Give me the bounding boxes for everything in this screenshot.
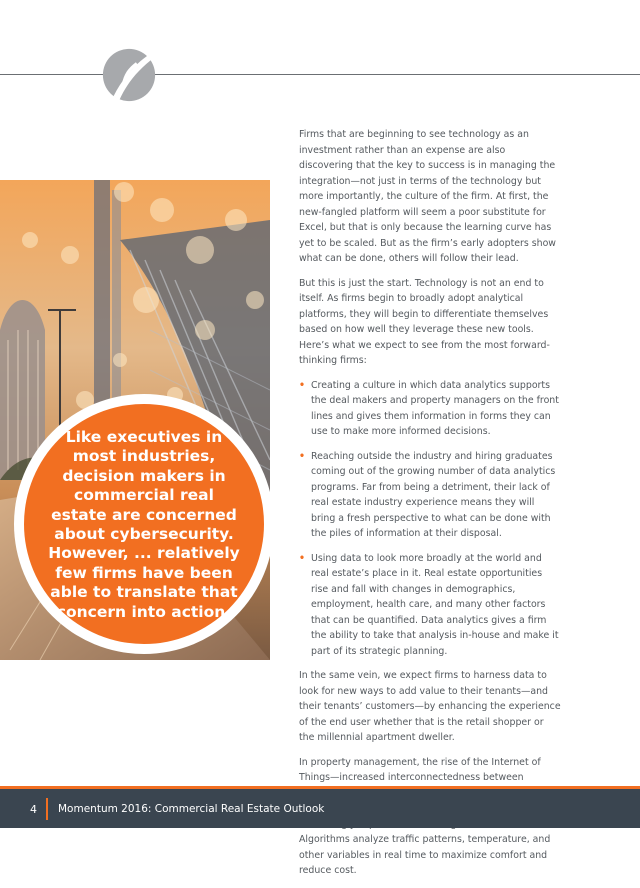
bullet-icon: • <box>299 450 305 462</box>
list-item <box>299 449 561 542</box>
page-footer <box>0 786 640 828</box>
paragraph: In property management, the rise of the Internet of Things—increased interconnectedness between Algorithms analyze traffic patterns, temperature, and other variables in real time to maximize comfort and reduce cost. <box>299 756 551 876</box>
expectations-list <box>299 378 561 660</box>
footer-divider <box>46 798 48 820</box>
bullet-icon: • <box>299 379 305 391</box>
publication-title: Momentum 2016: Commercial Real Estate Outlook <box>58 803 325 815</box>
paragraph: But this is just the start. Technology is not an end to itself. As firms begin to broadly adopt analytical platforms, they will begin to differentiate themselves based on how well they leverage these new tools. Here’s what we expect to see from the most forward-thinking firms: <box>299 277 550 366</box>
bullet-icon: • <box>299 552 305 564</box>
list-item-text: Creating a culture in which data analytics supports the deal makers and property managers on the front lines and gives them information in forms they can use to make more informed decisions. <box>311 379 559 437</box>
list-item-text: Reaching outside the industry and hiring graduates coming out of the growing number of data analytics programs. Far from being a detriment, their lack of real estate industry experience means they will bring a fresh perspective to what can be done with the piles of information at their disposal. <box>311 450 556 539</box>
page-number: 4 <box>30 803 37 816</box>
paragraph: In the same vein, we expect firms to harness data to look for new ways to add value to their tenants—and their tenants’ customers—by enhancing the experience of the end user whether that is the retail shopper or the millennial apartment dweller. <box>299 670 561 743</box>
paragraph: Firms that are beginning to see technology as an investment rather than an expense are also discovering that the key to success is in managing the integration—not just in terms of the technology but more importantly, the culture of the firm. At first, the new-fangled platform will seem a poor substitute for Excel, but that is only because the learning curve has yet to be scaled. But as the firm’s early adopters show what can be done, others will follow their lead. <box>299 129 556 264</box>
pull-quote: Like executives in most industries, decision makers in commercial real estate are concerned about cybersecurity. However, ... relatively few firms have been able to translate that concern into action. <box>48 428 240 621</box>
header-rule <box>0 74 640 75</box>
list-item <box>299 551 561 660</box>
company-logo-icon <box>100 46 158 104</box>
article-body <box>299 127 561 888</box>
list-item <box>299 378 561 440</box>
list-item-text: Using data to look more broadly at the world and real estate’s place in it. Real estate opportunities rise and fall with changes in demographics, employment, health care, and many other factors that can be quantified. Data analytics gives a firm the ability to take that analysis in-house and make it part of its strategic planning. <box>311 552 559 657</box>
